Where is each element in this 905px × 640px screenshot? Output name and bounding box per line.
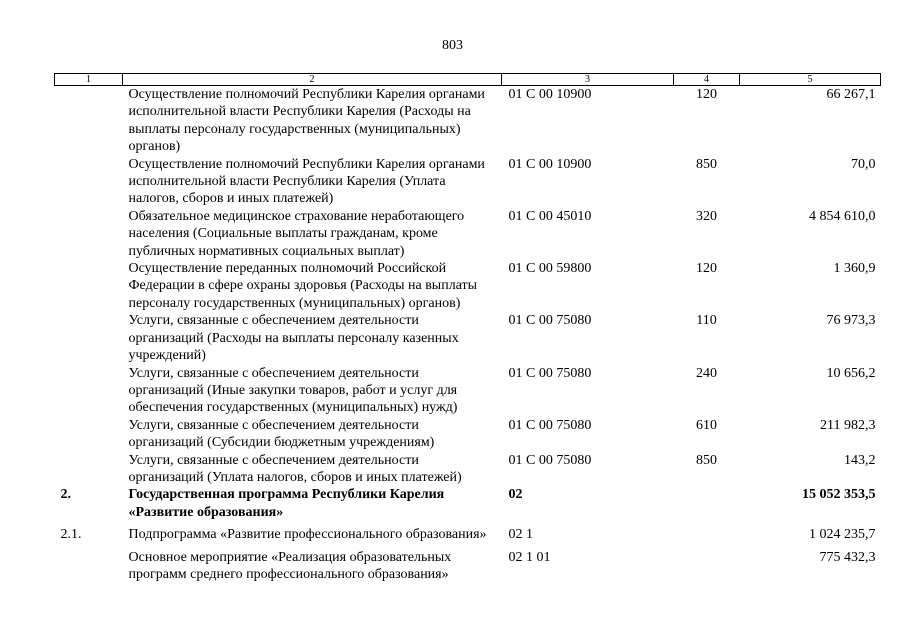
row-number-cell [55, 156, 123, 208]
row-amount-cell: 15 052 353,5 [802, 487, 876, 503]
row-number-cell [55, 544, 123, 584]
row-type-cell [674, 544, 740, 584]
row-amount-cell: 211 982,3 [820, 417, 876, 433]
row-type-cell: 120 [696, 261, 717, 277]
row-number-cell: 2.1. [60, 527, 82, 543]
row-code-cell: 01 С 00 59800 [508, 261, 592, 277]
table-row [55, 312, 881, 364]
row-name-cell: Услуги, связанные с обеспечением деятельности организаций (Расходы на выплаты персоналу казенных учреждений) [128, 313, 459, 364]
header-col-5: 5 [740, 74, 881, 86]
row-type-cell [674, 486, 740, 521]
row-code-cell: 02 1 01 [508, 549, 551, 565]
row-code-cell: 02 1 [508, 527, 533, 543]
row-amount-cell: 76 973,3 [826, 313, 876, 329]
row-type-cell: 610 [696, 417, 717, 433]
row-amount-cell: 1 360,9 [833, 261, 876, 277]
table-row [55, 486, 881, 521]
row-type-cell: 850 [696, 452, 717, 468]
row-code-cell: 01 С 00 10900 [508, 87, 592, 102]
page-number: 803 [442, 38, 463, 53]
row-type-cell: 110 [696, 313, 717, 329]
row-amount-cell: 66 267,1 [826, 87, 876, 102]
row-number-cell [55, 86, 123, 156]
header-col-3: 3 [502, 74, 674, 86]
table-row [55, 156, 881, 208]
row-name-cell: Услуги, связанные с обеспечением деятельности организаций (Иные закупки товаров, работ и услуг для обеспечения государственных (муниципальных) нужд) [128, 365, 458, 416]
table-row [55, 365, 881, 417]
row-code-cell: 01 С 00 10900 [508, 156, 592, 172]
row-name-cell: Осуществление полномочий Республики Карелия органами исполнительной власти Республики Карелия (Уплата налогов, сборов и иных платежей) [128, 156, 485, 207]
table-body [55, 86, 881, 584]
row-code-cell: 01 С 00 45010 [508, 208, 592, 224]
row-code-cell: 01 С 00 75080 [508, 313, 592, 329]
table-row [55, 521, 881, 543]
table-row [55, 208, 881, 260]
row-name-cell: Осуществление переданных полномочий Российской Федерации в сфере охраны здоровья (Расходы на выплаты персоналу государственных (муниципальных) органов) [128, 261, 478, 311]
row-type-cell: 850 [696, 156, 717, 172]
table-row [55, 86, 881, 156]
row-name-cell: Осуществление полномочий Республики Карелия органами исполнительной власти Республики Карелия (Расходы на выплаты персоналу государственных (муниципальных) органов) [128, 87, 485, 155]
row-amount-cell: 10 656,2 [826, 365, 876, 381]
header-col-4: 4 [674, 74, 740, 86]
row-code-cell: 01 С 00 75080 [508, 365, 592, 381]
header-col-2: 2 [123, 74, 502, 86]
row-code-cell: 01 С 00 75080 [508, 417, 592, 433]
row-name-cell: Государственная программа Республики Карелия «Развитие образования» [128, 487, 445, 520]
table-row [55, 417, 881, 452]
row-number-cell [55, 452, 123, 487]
row-type-cell: 320 [696, 208, 717, 224]
table-row [55, 452, 881, 487]
row-name-cell: Обязательное медицинское страхование неработающего населения (Социальные выплаты гражданам, кроме публичных нормативных социальных выплат) [128, 208, 465, 259]
row-code-cell: 01 С 00 75080 [508, 452, 592, 468]
row-type-cell: 240 [696, 365, 717, 381]
header-row [55, 74, 881, 86]
row-amount-cell: 4 854 610,0 [809, 208, 876, 224]
header-col-1: 1 [55, 74, 123, 86]
row-name-cell: Услуги, связанные с обеспечением деятельности организаций (Уплата налогов, сборов и иных платежей) [128, 452, 462, 485]
row-number-cell [55, 417, 123, 452]
row-number-cell [55, 260, 123, 312]
row-amount-cell: 70,0 [851, 156, 876, 172]
row-name-cell: Услуги, связанные с обеспечением деятельности организаций (Субсидии бюджетным учреждениям) [128, 417, 435, 451]
row-amount-cell: 1 024 235,7 [809, 527, 876, 543]
row-number-cell: 2. [60, 487, 71, 503]
row-number-cell [55, 208, 123, 260]
row-number-cell [55, 365, 123, 417]
table-row [55, 260, 881, 312]
row-name-cell: Основное мероприятие «Реализация образовательных программ среднего профессионального образования» [128, 549, 452, 582]
row-number-cell [55, 312, 123, 364]
row-name-cell: Подпрограмма «Развитие профессионального образования» [128, 527, 487, 543]
table-header [55, 74, 881, 86]
row-code-cell: 02 [508, 487, 523, 503]
row-type-cell [674, 521, 740, 543]
row-type-cell: 120 [696, 87, 717, 102]
budget-table [54, 73, 881, 583]
row-amount-cell: 143,2 [844, 452, 876, 468]
table-row [55, 544, 881, 584]
row-amount-cell: 775 432,3 [819, 549, 876, 565]
